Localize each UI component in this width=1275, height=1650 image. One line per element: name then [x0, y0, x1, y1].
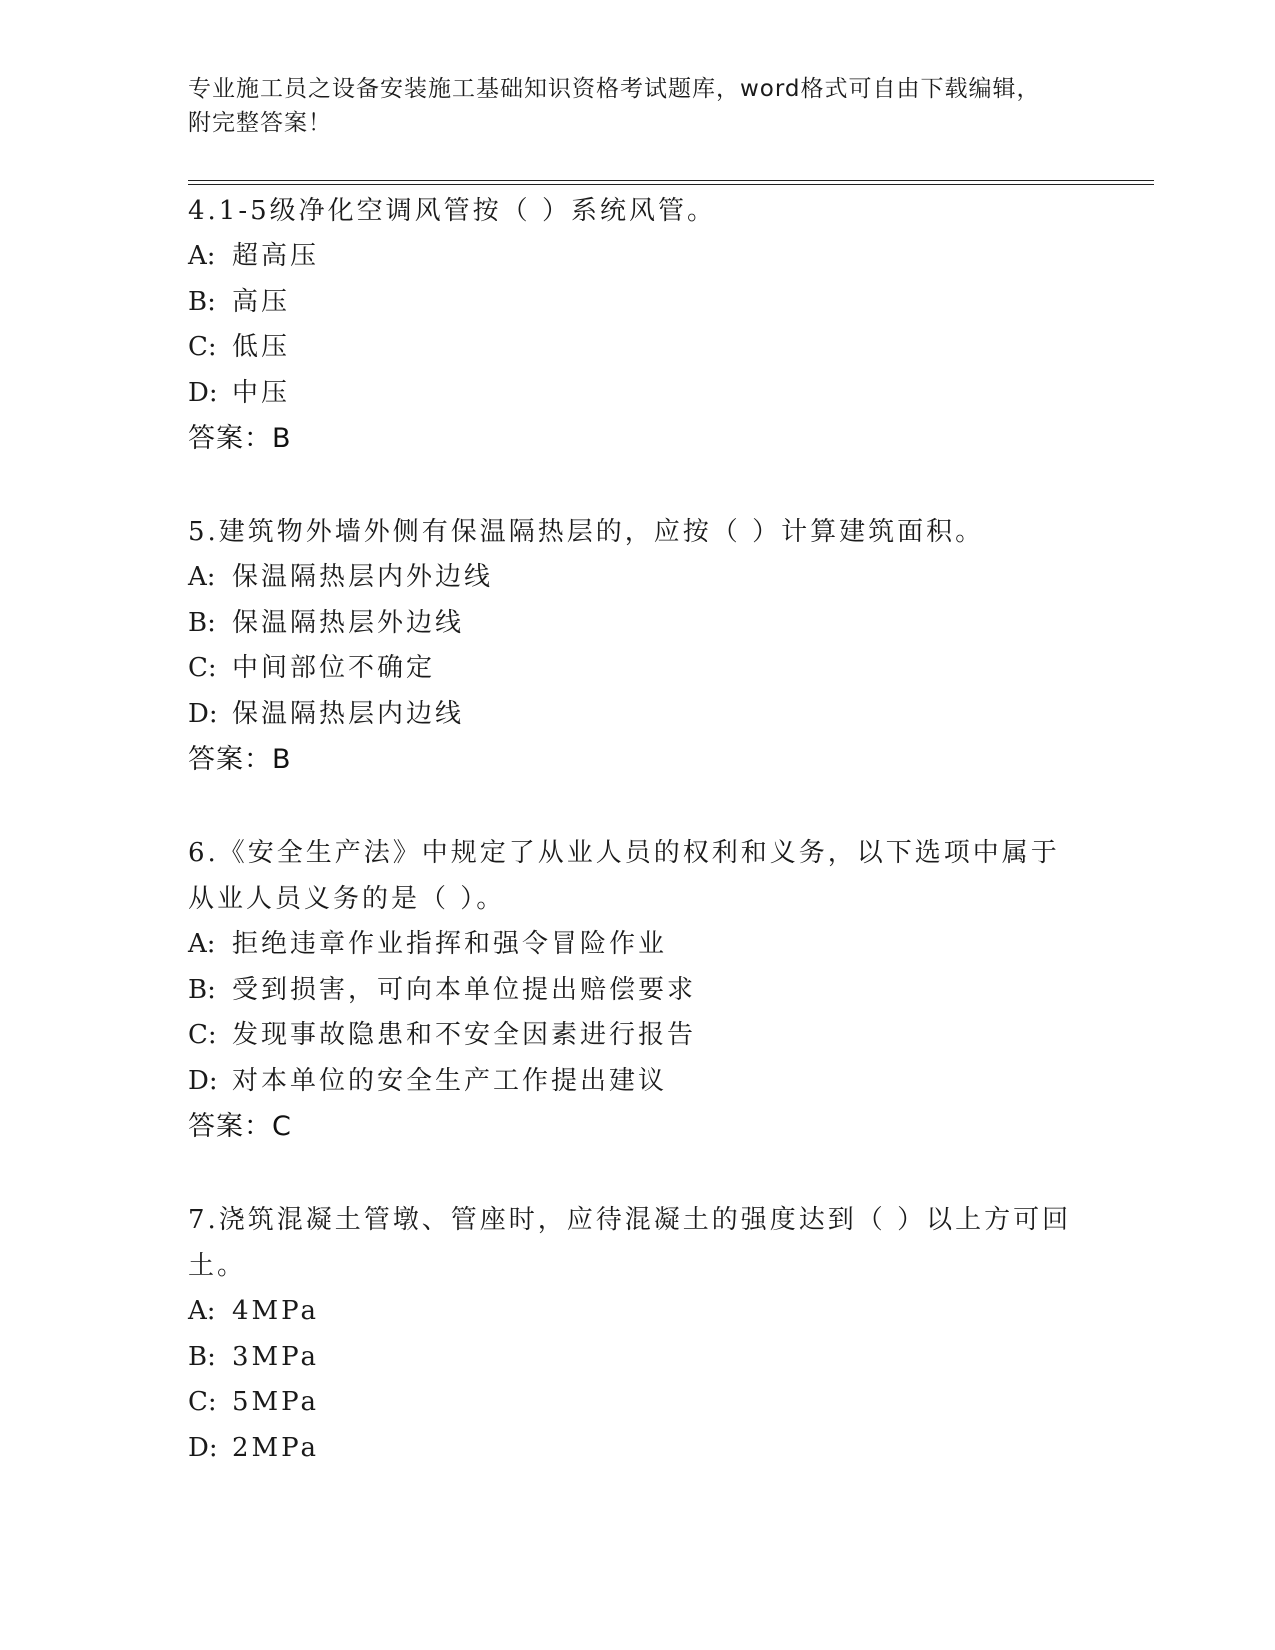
option-letter: A:: [188, 241, 216, 271]
option-text: 拒绝违章作业指挥和强令冒险作业: [232, 929, 668, 959]
spacer: [188, 783, 1088, 830]
option-letter: A:: [188, 562, 216, 592]
header-line-2: 附完整答案！: [188, 110, 332, 136]
option-text: 中压: [232, 377, 291, 408]
option-c: [188, 1380, 1088, 1426]
spacer: [188, 1150, 1088, 1197]
option-d: [188, 1426, 1088, 1472]
header-double-rule: [188, 180, 1154, 185]
question-stem-line-2: 从业人员义务的是（ ）。: [188, 884, 506, 914]
question-stem-line-1: 7.浇筑混凝土管墩、管座时，应待混凝土的强度达到（ ）以上方可回: [188, 1205, 1072, 1235]
option-letter: B:: [188, 286, 216, 317]
question-stem: 5.建筑物外墙外侧有保温隔热层的，应按（ ）计算建筑面积。: [188, 517, 985, 547]
answer-line: 答案：B: [188, 423, 292, 454]
option-b: [188, 280, 1088, 326]
option-letter: C:: [188, 1387, 217, 1417]
spacer: [188, 462, 1088, 509]
option-letter: A:: [188, 929, 216, 959]
option-letter: C:: [188, 332, 217, 362]
document-header: [188, 72, 1068, 140]
question-stem-line-1: 6.《安全生产法》中规定了从业人员的权利和义务，以下选项中属于: [188, 838, 1060, 868]
question-6: [188, 830, 1088, 1150]
option-b: [188, 968, 1088, 1014]
option-letter: A:: [188, 1296, 216, 1326]
option-text: 中间部位不确定: [232, 653, 436, 683]
question-stem: 4.1-5级净化空调风管按（ ）系统风管。: [188, 196, 716, 226]
option-a: [188, 1289, 1088, 1335]
option-c: [188, 1013, 1088, 1059]
option-text: 保温隔热层外边线: [232, 607, 465, 638]
option-a: [188, 234, 1088, 280]
question-4: [188, 188, 1088, 462]
question-list: [188, 188, 1088, 1471]
option-a: [188, 555, 1088, 601]
option-letter: D:: [188, 1065, 218, 1096]
option-text: 受到损害，可向本单位提出赔偿要求: [232, 974, 697, 1005]
option-text: 保温隔热层内边线: [232, 698, 465, 729]
answer-line: 答案：C: [188, 1111, 292, 1142]
option-text: 发现事故隐患和不安全因素进行报告: [232, 1020, 697, 1050]
option-d: [188, 1059, 1088, 1105]
header-line-1: 专业施工员之设备安装施工基础知识资格考试题库，word格式可自由下载编辑，: [188, 76, 1041, 102]
answer-line: 答案：B: [188, 744, 292, 775]
option-letter: B:: [188, 607, 216, 638]
option-text: 对本单位的安全生产工作提出建议: [232, 1065, 668, 1096]
option-text: 5MPa: [232, 1387, 319, 1417]
option-letter: D:: [188, 1432, 218, 1463]
option-text: 超高压: [232, 241, 320, 271]
question-5: [188, 509, 1088, 783]
option-text: 保温隔热层内外边线: [232, 562, 494, 592]
option-letter: B:: [188, 1341, 216, 1372]
option-letter: C:: [188, 1020, 217, 1050]
option-d: [188, 692, 1088, 738]
option-d: [188, 371, 1088, 417]
option-text: 低压: [232, 332, 291, 362]
option-c: [188, 646, 1088, 692]
question-stem-line-2: 土。: [188, 1251, 247, 1281]
option-a: [188, 922, 1088, 968]
option-letter: C:: [188, 653, 217, 683]
option-text: 3MPa: [232, 1341, 319, 1372]
option-c: [188, 325, 1088, 371]
option-letter: D:: [188, 377, 218, 408]
question-7: [188, 1197, 1088, 1471]
option-text: 4MPa: [232, 1296, 319, 1326]
option-b: [188, 601, 1088, 647]
option-text: 高压: [232, 286, 291, 317]
option-text: 2MPa: [232, 1432, 319, 1463]
option-letter: D:: [188, 698, 218, 729]
option-letter: B:: [188, 974, 216, 1005]
option-b: [188, 1335, 1088, 1381]
